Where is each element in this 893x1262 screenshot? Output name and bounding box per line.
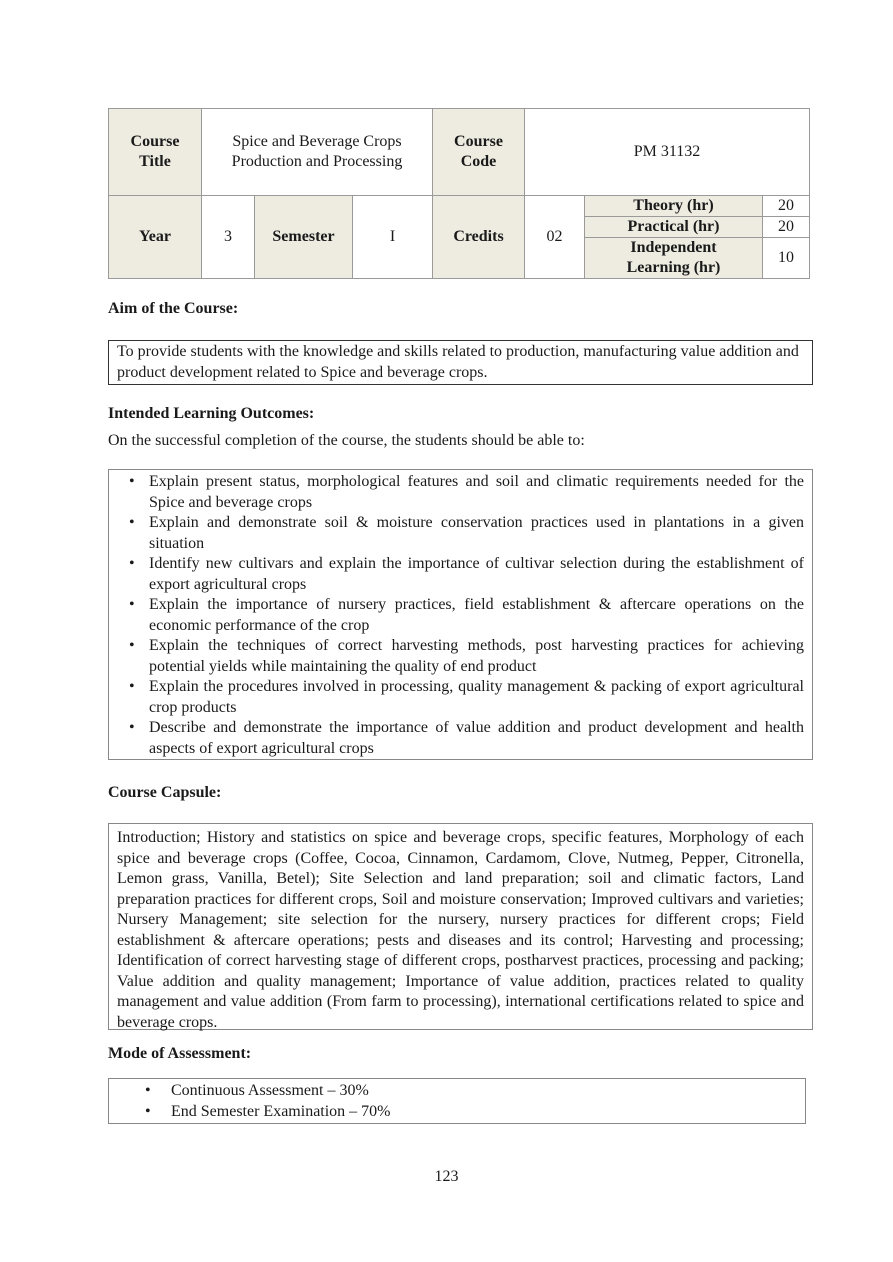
ilo-item: • Describe and demonstrate the importance of value addition and product development and health aspects of export agricultural crops: [117, 718, 804, 759]
page-number: 123: [434, 1168, 459, 1185]
ilo-item: • Identify new cultivars and explain the importance of cultivar selection during the establishment of export agricultural crops: [117, 554, 804, 595]
course-title-value: Spice and Beverage Crops Production and Processing: [202, 109, 433, 196]
ilo-item: • Explain the techniques of correct harvesting methods, post harvesting practices for achieving potential yields while maintaining the quality of end product: [117, 636, 804, 677]
capsule-heading: Course Capsule:: [108, 784, 222, 801]
course-code-label: Course Code: [433, 109, 525, 196]
aim-box: [108, 340, 813, 385]
assessment-item: • Continuous Assessment – 30%: [109, 1080, 805, 1101]
assessment-box: [108, 1078, 806, 1124]
year-value: 3: [202, 196, 255, 279]
ilo-item: • Explain and demonstrate soil & moisture conservation practices used in plantations in a given situation: [117, 513, 804, 554]
capsule-box: [108, 823, 813, 1030]
year-label: Year: [109, 196, 202, 279]
semester-label: Semester: [255, 196, 353, 279]
ilo-heading: Intended Learning Outcomes:: [108, 405, 315, 422]
ilo-item: • Explain the procedures involved in processing, quality management & packing of export agricultural crop products: [117, 677, 804, 718]
practical-hours-label: Practical (hr): [585, 217, 763, 238]
ilo-box: [108, 469, 813, 760]
theory-hours-value: 20: [763, 196, 810, 217]
capsule-text: Introduction; History and statistics on spice and beverage crops, specific features, Morphology of each spice and beverage crops (Coffee, Cocoa, Cinnamon, Cardamom, Clove, Nutmeg, Pepper, Citronella, Lemon grass, Vanilla, Betel); Site Selection and land preparation; soil and climatic factors, Land preparation practices for different crops, Soil and moisture conservation; Improved cultivars and varieties; Nursery Management; site selection for the nursery, nursery practices for different crops; Field establishment & aftercare operations; pests and diseases and its control; Harvesting and processing; Identification of correct harvesting stage of different crops, postharvest practices, processing and packing; Value addition and quality management; Importance of value addition, practices related to quality management and value addition (From farm to processing), international certifications related to spice and beverage crops.: [117, 829, 804, 1031]
practical-hours-value: 20: [763, 217, 810, 238]
ilo-intro: On the successful completion of the course, the students should be able to:: [108, 432, 585, 449]
ilo-item: • Explain present status, morphological features and soil and climatic requirements needed for the Spice and beverage crops: [117, 472, 804, 513]
course-info-table: [108, 108, 810, 279]
assessment-item: • End Semester Examination – 70%: [109, 1101, 805, 1122]
theory-hours-label: Theory (hr): [585, 196, 763, 217]
semester-value: I: [353, 196, 433, 279]
course-title-label: Course Title: [109, 109, 202, 196]
aim-heading: Aim of the Course:: [108, 300, 239, 317]
ilo-item: • Explain the importance of nursery practices, field establishment & aftercare operations on the economic performance of the crop: [117, 595, 804, 636]
credits-value: 02: [525, 196, 585, 279]
independent-hours-value: 10: [763, 238, 810, 279]
course-code-value: PM 31132: [525, 109, 810, 196]
assessment-list: [109, 1080, 805, 1122]
independent-hours-label: Independent Learning (hr): [585, 238, 763, 279]
course-page: [108, 108, 810, 1120]
assessment-heading: Mode of Assessment:: [108, 1045, 252, 1062]
credits-label: Credits: [433, 196, 525, 279]
aim-text: To provide students with the knowledge and skills related to production, manufacturing value addition and product development related to Spice and beverage crops.: [117, 343, 799, 381]
ilo-list: [117, 472, 804, 759]
